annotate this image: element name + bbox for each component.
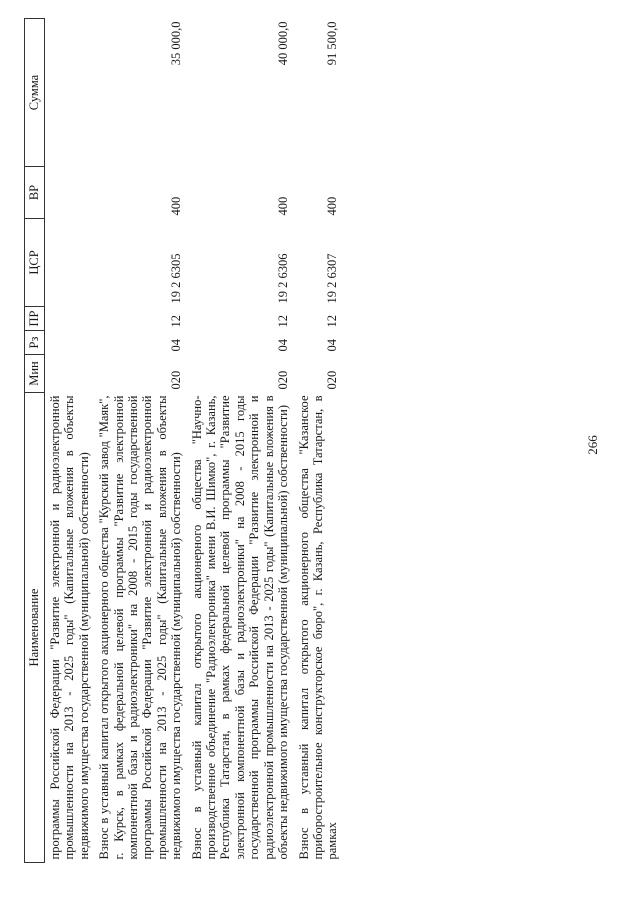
budget-table	[24, 18, 342, 863]
row-csr: 19 2 6306	[276, 253, 291, 304]
row-sum	[45, 19, 94, 167]
header-min: Мин	[25, 355, 45, 393]
row-csr: 19 2 6307	[325, 253, 340, 304]
header-sum: Сумма	[25, 19, 45, 167]
row-min: 020	[169, 370, 184, 390]
row-rz: 04	[169, 339, 184, 352]
table-row	[93, 19, 185, 863]
row-vr	[45, 167, 94, 219]
row-rz: 04	[276, 339, 291, 352]
row-pr: 12	[325, 315, 340, 328]
table-header-row	[25, 19, 45, 863]
row-min	[45, 355, 94, 393]
row-vr: 400	[169, 196, 184, 216]
row-csr	[45, 219, 94, 307]
row-name: Взнос в уставный капитал открытого акционерного общества "Курский завод "Маяк", г. Курск, в рамках федеральной целевой программы "Развитие электронной компонентной базы и радиоэлектроники" на 2008 - 2015 годы государственной программы Российской Федерации "Развитие электронной и радиоэлектронной промышленности на 2013 - 2025 годы" (Капитальные вложения в объекты недвижимого имущества государственной (муниципальной) собственности)	[97, 395, 184, 860]
header-rz: Рз	[25, 331, 45, 355]
row-sum: 91 500,0	[325, 21, 340, 66]
row-sum: 40 000,0	[276, 21, 291, 66]
row-name: Взнос в уставный капитал открытого акционерного общества "Научно-производственное объединение "Радиоэлектроника" имени В.И. Шимко", г. Казань, Республика Татарстан, в рамках федеральной целевой программы "Развитие электронной компонентной базы и радиоэлектроники" на 2008 - 2015 годы государственной программы Российской Федерации "Развитие электронной и радиоэлектронной промышленности на 2013 - 2025 годы" (Капитальные вложения в объекты недвижимого имущества государственной (муниципальной) собственности)	[189, 395, 291, 860]
row-pr: 12	[169, 315, 184, 328]
row-rz: 04	[325, 339, 340, 352]
row-vr: 400	[276, 196, 291, 216]
row-min: 020	[325, 370, 340, 390]
row-vr: 400	[325, 196, 340, 216]
row-min: 020	[276, 370, 291, 390]
header-name: Наименование	[25, 393, 45, 863]
table-row	[45, 19, 94, 863]
page-number: 266	[585, 435, 600, 455]
header-pr: ПР	[25, 307, 45, 331]
row-name: Взнос в уставный капитал открытого акционерного общества "Казанское приборостроительное конструкторское бюро", г. Казань, Республика Татарстан, в рамках	[296, 395, 340, 860]
header-vr: ВР	[25, 167, 45, 219]
row-sum: 35 000,0	[169, 21, 184, 66]
row-pr	[45, 307, 94, 331]
row-csr: 19 2 6305	[169, 253, 184, 304]
row-pr: 12	[276, 315, 291, 328]
row-name: программы Российской Федерации "Развитие электронной и радиоэлектронной промышленности на 2013 - 2025 годы" (Капитальные вложения в объекты недвижимого имущества государственной (муниципальной) собственности)	[48, 395, 91, 860]
table-row	[186, 19, 293, 863]
header-csr: ЦСР	[25, 219, 45, 307]
row-rz	[45, 331, 94, 355]
table-row	[293, 19, 342, 863]
